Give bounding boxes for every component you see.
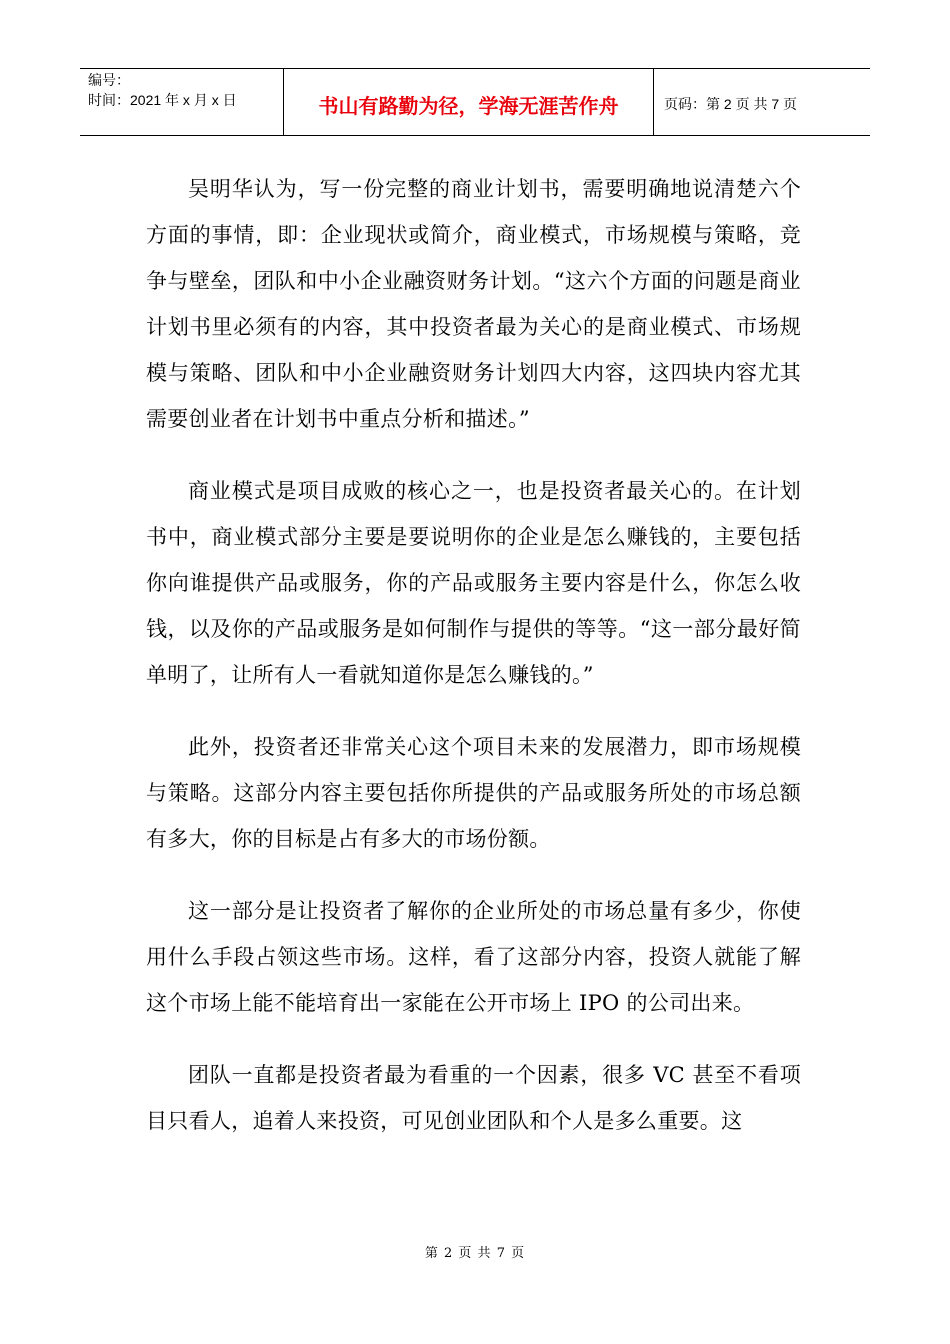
- body-paragraph: 这一部分是让投资者了解你的企业所处的市场总量有多少，你使用什么手段占领这些市场。这样，看了这部分内容，投资人就能了解这个市场上能不能培育出一家能在公开市场上 IPO 的公司出来。: [146, 899, 801, 1015]
- header-motto-cell: [283, 69, 654, 135]
- page-footer: 第 2 页 共 7 页: [424, 1246, 526, 1261]
- document-number-label: 编号：: [88, 72, 130, 88]
- header-motto: 书山有路勤为径，学海无涯苦作舟: [318, 94, 619, 118]
- body-paragraph: 团队一直都是投资者最为看重的一个因素，很多 VC 甚至不看项目只看人，追着人来投资，可见创业团队和个人是多么重要。这: [146, 1063, 801, 1133]
- document-date-label: 时间：2021 年 x 月 x 日: [88, 92, 237, 108]
- header-page-info: 页码：第 2 页 共 7 页: [664, 96, 798, 112]
- body-paragraph: 此外，投资者还非常关心这个项目未来的发展潜力，即市场规模与策略。这部分内容主要包括你所提供的产品或服务所处的市场总额有多大，你的目标是占有多大的市场份额。: [146, 735, 801, 851]
- body-paragraph: 吴明华认为，写一份完整的商业计划书，需要明确地说清楚六个方面的事情，即：企业现状或简介，商业模式，市场规模与策略，竞争与壁垒，团队和中小企业融资财务计划。“这六个方面的问题是商业计划书里必须有的内容，其中投资者最为关心的是商业模式、市场规模与策略、团队和中小企业融资财务计划四大内容，这四块内容尤其需要创业者在计划书中重点分析和描述。”: [146, 177, 801, 431]
- header-page-cell: [654, 69, 870, 135]
- body-paragraph: 商业模式是项目成败的核心之一，也是投资者最关心的。在计划书中，商业模式部分主要是要说明你的企业是怎么赚钱的，主要包括你向谁提供产品或服务，你的产品或服务主要内容是什么，你怎么收钱，以及你的产品或服务是如何制作与提供的等等。“这一部分最好简单明了，让所有人一看就知道你是怎么赚钱的。”: [146, 479, 801, 687]
- document-body: [146, 166, 801, 1170]
- header-meta-cell: [80, 69, 283, 135]
- document-header: [80, 68, 870, 136]
